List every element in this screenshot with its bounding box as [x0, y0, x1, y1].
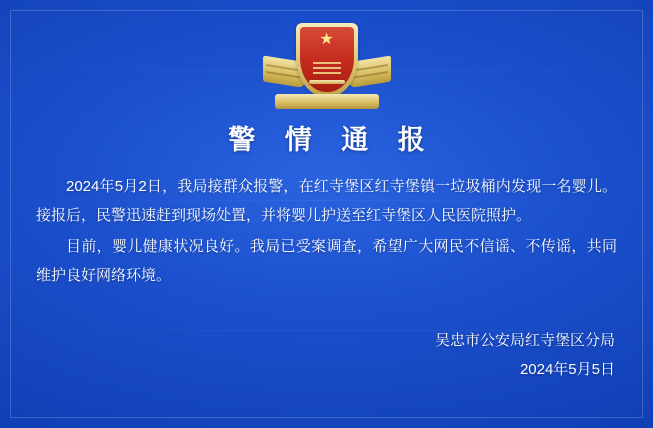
emblem-star-icon: ★	[319, 31, 334, 48]
emblem-banner	[275, 94, 379, 109]
emblem-shield-field	[300, 27, 354, 92]
signature-date: 2024年5月5日	[519, 361, 615, 378]
emblem-base-bar	[309, 80, 345, 84]
signature-issuer: 吴忠市公安局红寺堡区分局	[434, 332, 615, 349]
notice-paragraph: 目前，婴儿健康状况良好。我局已受案调查，希望广大网民不信谣、不传谣，共同维护良好网络环境。	[36, 238, 617, 284]
emblem-shield-icon	[296, 23, 358, 97]
page-title: 警 情 通 报	[228, 125, 436, 155]
emblem-container	[0, 18, 653, 110]
notice-body	[36, 172, 617, 292]
emblem-gate-bars	[313, 62, 341, 76]
police-emblem-icon	[265, 19, 389, 109]
signature-block	[435, 326, 615, 384]
notice-paragraph: 2024年5月2日，我局接群众报警，在红寺堡区红寺堡镇一垃圾桶内发现一名婴儿。接报后，民警迅速赶到现场处置，并将婴儿护送至红寺堡区人民医院照护。	[36, 178, 617, 224]
